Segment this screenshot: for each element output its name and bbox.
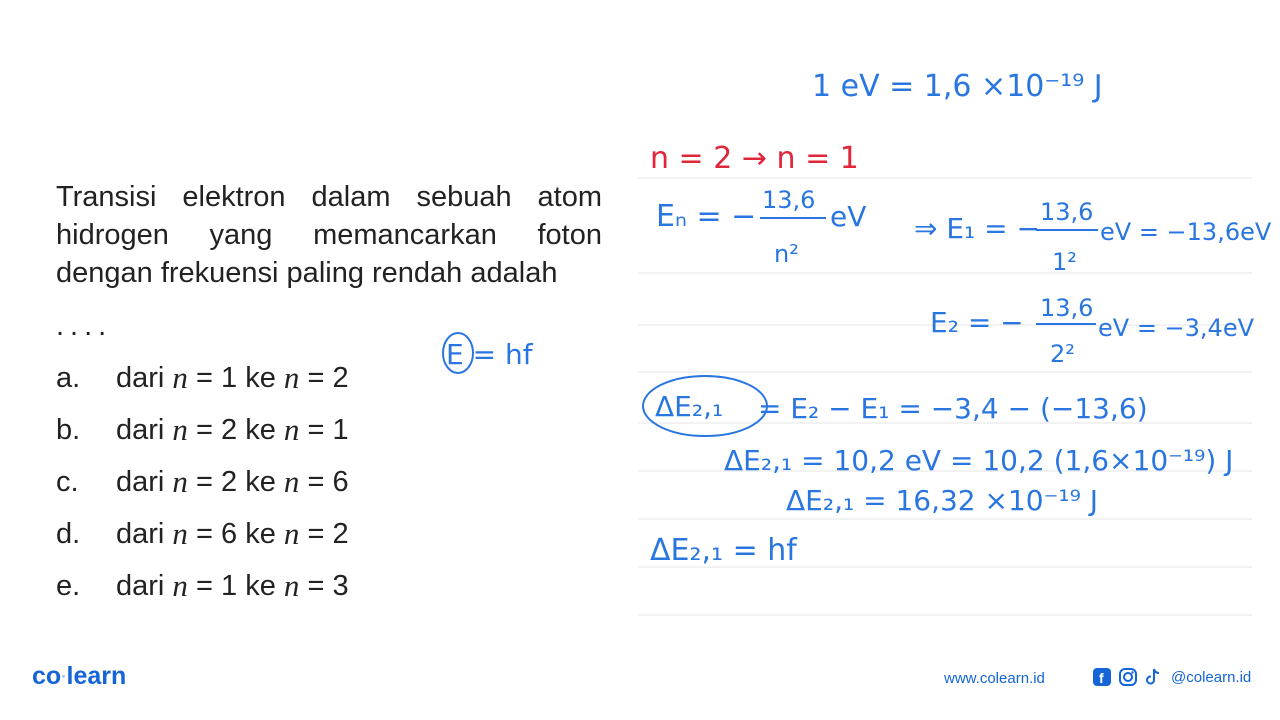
hw-e2-lhs: E₂ = − (930, 306, 1024, 339)
option-letter: d. (56, 517, 81, 550)
option-b[interactable]: b. dari n = 2 ke n = 1 (56, 412, 349, 447)
option-c[interactable]: c. dari n = 2 ke n = 6 (56, 464, 349, 499)
colearn-logo: co·learn (32, 662, 127, 690)
hw-en-formula-den: n² (774, 240, 799, 268)
option-d[interactable]: d. dari n = 6 ke n = 2 (56, 516, 349, 551)
option-letter: c. (56, 465, 79, 498)
footer-social (1093, 668, 1251, 686)
hw-en-formula-unit: eV (830, 200, 867, 233)
hw-e1-result: eV = −13,6eV (1100, 218, 1272, 246)
hw-delta-e-label: ΔE₂,₁ (655, 390, 724, 423)
tiktok-icon[interactable] (1145, 668, 1161, 686)
option-a[interactable]: a. dari n = 1 ke n = 2 (56, 360, 349, 395)
footer-url[interactable]: www.colearn.id (944, 670, 1045, 687)
hw-line-transition: n = 2 → n = 1 (650, 141, 859, 176)
hw-delta-e-expression: = E₂ − E₁ = −3,4 − (−13,6) (758, 392, 1148, 425)
facebook-icon[interactable] (1093, 668, 1111, 686)
social-handle[interactable]: @colearn.id (1171, 668, 1252, 686)
option-e[interactable]: e. dari n = 1 ke n = 3 (56, 568, 349, 603)
hw-e2-num: 13,6 (1040, 294, 1094, 322)
hw-e2-result: eV = −3,4eV (1098, 314, 1255, 342)
hw-e1-lhs: ⇒ E₁ = − (914, 212, 1040, 245)
hw-e1-num: 13,6 (1040, 198, 1094, 226)
option-letter: b. (56, 413, 81, 446)
svg-text:f: f (1099, 670, 1104, 686)
option-letter: a. (56, 361, 81, 394)
hw-e-equals-hf: E = hf (446, 338, 533, 371)
option-letter: e. (56, 569, 81, 602)
question-text: Transisi elektron dalam sebuah atom hidrogen yang memancarkan foton dengan frekuensi paling rendah adalah (56, 181, 602, 289)
hw-delta-e-ev: ΔE₂,₁ = 10,2 eV = 10,2 (1,6×10⁻¹⁹) J (724, 444, 1234, 477)
hw-delta-e-hf: ΔE₂,₁ = hf (650, 533, 797, 568)
hw-line-ev-conversion: 1 eV = 1,6 ×10⁻¹⁹ J (812, 69, 1103, 104)
hw-e2-den: 2² (1050, 340, 1075, 368)
instagram-icon[interactable] (1119, 668, 1137, 686)
hw-en-formula-num: 13,6 (762, 186, 816, 214)
hw-delta-e-joule: ΔE₂,₁ = 16,32 ×10⁻¹⁹ J (786, 484, 1098, 517)
hw-e1-den: 1² (1052, 248, 1077, 276)
hw-en-formula-lhs: Eₙ = − (656, 199, 757, 234)
question-dots: .... (56, 310, 113, 342)
